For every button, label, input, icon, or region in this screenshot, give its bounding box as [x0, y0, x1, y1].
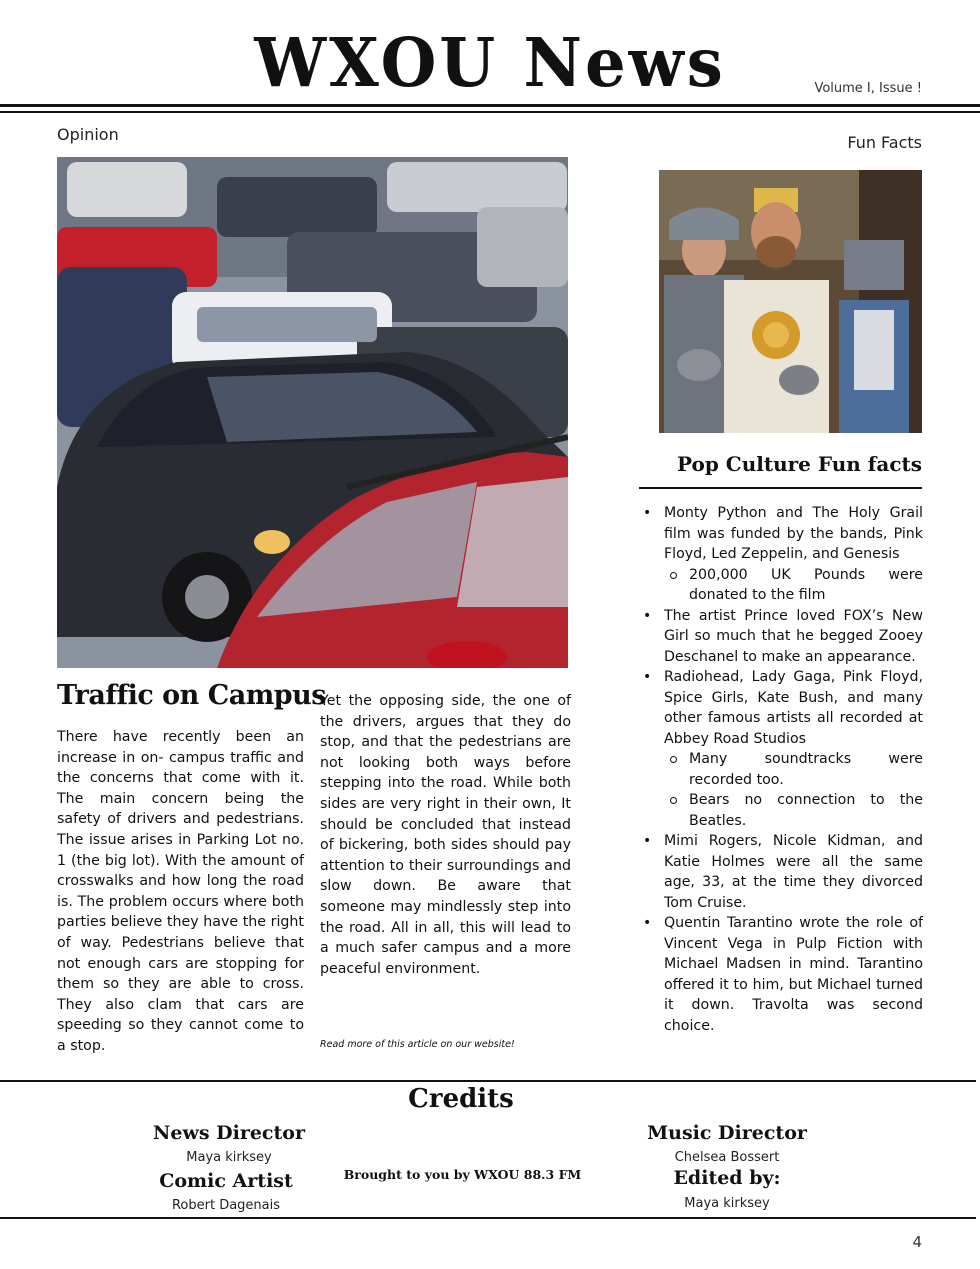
fact-text: The artist Prince loved FOX’s New Girl so much that he begged Zooey Deschanel to make an appearance.: [664, 607, 923, 665]
fact-subitem: Many soundtracks were recorded too.: [664, 749, 923, 790]
comic-artist-role: Comic Artist: [159, 1170, 293, 1192]
news-director-name: Maya kirksey: [186, 1150, 272, 1165]
credits-rule-top: [0, 1080, 976, 1082]
fun-facts-rule: [639, 487, 922, 489]
news-director-role: News Director: [153, 1122, 305, 1144]
fact-text: Monty Python and The Holy Grail film was funded by the bands, Pink Floyd, Led Zeppelin, and Genesis: [664, 505, 923, 562]
brought-to-you-by: Brought to you by WXOU 88.3 FM: [343, 1167, 582, 1182]
fact-item: [641, 606, 923, 668]
section-label-fun-facts: Fun Facts: [847, 133, 922, 152]
edited-by-name: Maya kirksey: [684, 1196, 770, 1211]
fact-item: [641, 831, 923, 913]
traffic-photo: [57, 157, 568, 668]
article-column-1: There have recently been an increase in on- campus traffic and the concerns that come with it. The main concern being the safety of drivers and pedestrians. The issue arises in Parking Lot no. 1 (the big lot). With the amount of crosswalks and how long the road is. The problem occurs where both parties believe they have the right of way. Pedestrians believe that not enough cars are stopping for them so they are able to cross. They also clam that cars are speeding so they cannot come to a stop.: [57, 729, 304, 1054]
article-column-2: Yet the opposing side, the one of the drivers, argues that they do stop, and that the pedestrians are not looking both ways before stepping into the road. While both sides are very right in their own, It should be concluded that instead of bickering, both sides should pay attention to their surroundings and slow down. Be aware that someone may mindlessly step into the road. All in all, this will lead to a much safer campus and a more peaceful environment.: [320, 693, 571, 977]
page-number: 4: [912, 1233, 922, 1251]
masthead-rule-thick: [0, 104, 980, 107]
fact-item: [641, 503, 923, 606]
fact-text: Radiohead, Lady Gaga, Pink Floyd, Spice Girls, Kate Bush, and many other famous artists all recorded at Abbey Road Studios: [664, 669, 923, 747]
edited-by-role: Edited by:: [673, 1167, 781, 1189]
fact-item: [641, 913, 923, 1036]
comic-artist-name: Robert Dagenais: [171, 1198, 281, 1213]
read-more-note: Read more of this article on our website!: [320, 1039, 515, 1050]
fact-text: Mimi Rogers, Nicole Kidman, and Katie Holmes were all the same age, 33, at the time they divorced Tom Cruise.: [664, 833, 923, 911]
issue-label: Volume I, Issue !: [814, 81, 922, 96]
music-director-name: Chelsea Bossert: [674, 1150, 780, 1165]
newspaper-masthead: WXOU News: [254, 24, 726, 103]
credits-title: Credits: [408, 1084, 514, 1114]
holy-grail-photo: [659, 170, 922, 433]
music-director-role: Music Director: [647, 1122, 807, 1144]
fact-subitem: Bears no connection to the Beatles.: [664, 790, 923, 831]
fact-subitem: 200,000 UK Pounds were donated to the film: [664, 565, 923, 606]
fact-text: Quentin Tarantino wrote the role of Vincent Vega in Pulp Fiction with Michael Madsen in mind. Tarantino offered it to him, but Michael turned it down. Travolta was second choice.: [664, 915, 923, 1034]
fun-facts-title: Pop Culture Fun facts: [677, 452, 922, 476]
article-headline: Traffic on Campus: [57, 680, 326, 711]
fact-item: [641, 667, 923, 831]
credits-rule-bottom: [0, 1217, 976, 1219]
masthead-rule-thin: [0, 111, 980, 113]
fun-facts-list: [641, 503, 923, 1036]
section-label-opinion: Opinion: [57, 125, 119, 144]
